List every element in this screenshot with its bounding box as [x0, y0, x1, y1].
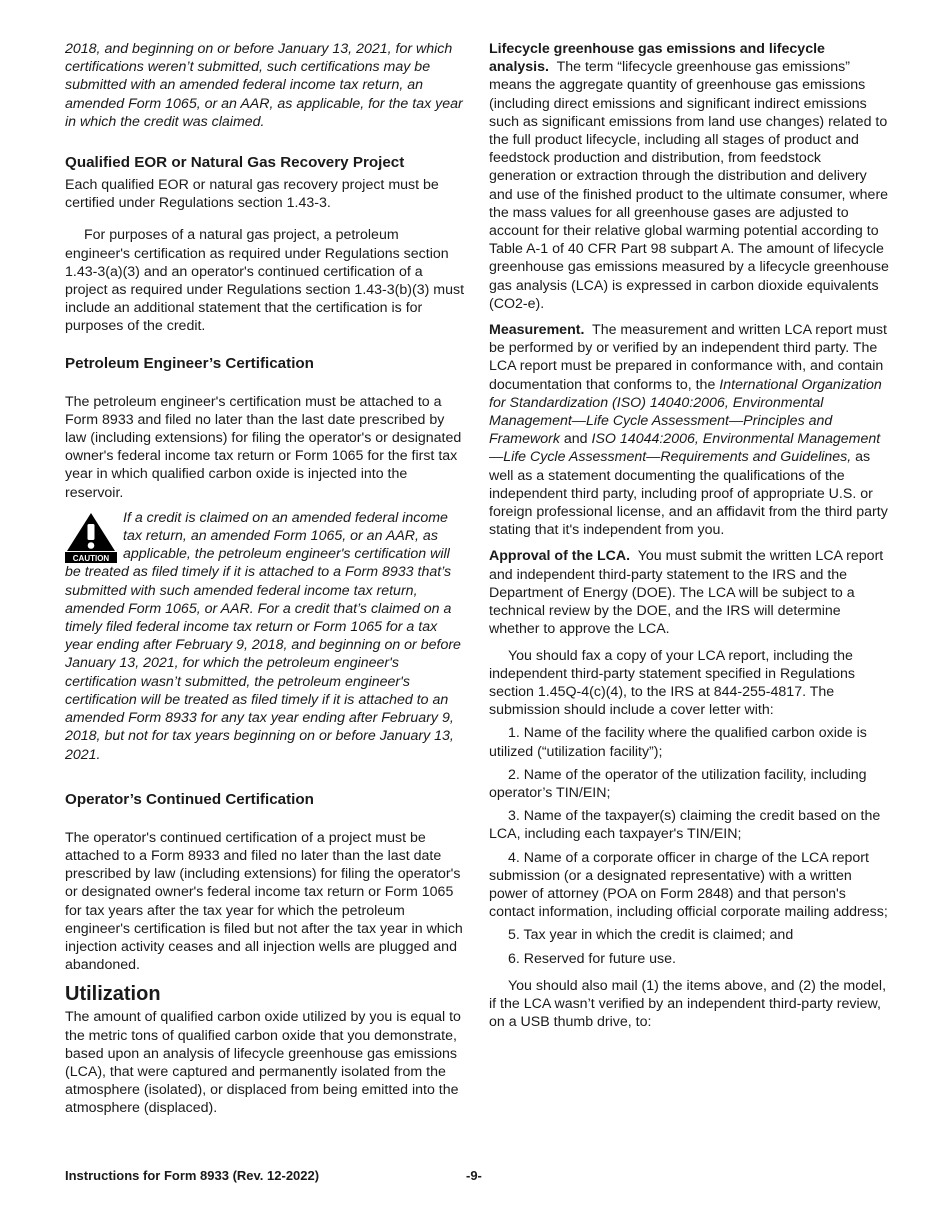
intro-paragraph: 2018, and beginning on or before January 13, 2021, for which certifications weren’t submitted, such certifications may be submitted with an amended federal income tax return, an amended Form 1065, or an AAR, as applicable, for the tax year in which the credit was claimed. — [65, 41, 463, 130]
pe-paragraph: The petroleum engineer's certification must be attached to a Form 8933 and filed no later than the last date prescribed by law (including extensions) for filing the operator's or designated owner's federal income tax return or Form 1065 for the first tax year in which qualified carbon oxide is injected into the reservoir. — [65, 393, 462, 501]
lca-definition-paragraph — [489, 40, 889, 313]
footer-form-title: Instructions for Form 8933 (Rev. 12-2022) — [65, 1168, 320, 1183]
list-item: 1. Name of the facility where the qualified carbon oxide is utilized (“utilization facility”); — [489, 725, 867, 760]
list-item: 3. Name of the taxpayer(s) claiming the credit based on the LCA, including each taxpayer's TIN/EIN; — [489, 808, 881, 843]
measurement-paragraph — [489, 321, 889, 539]
caution-icon — [65, 511, 117, 563]
utilization-paragraph: The amount of qualified carbon oxide utilized by you is equal to the metric tons of qualified carbon oxide that you demonstrate, based upon an analysis of lifecycle greenhouse gas emissions (LCA), that were captured and permanently isolated from the atmosphere (isolated), or displaced from being emitted into the atmosphere (displaced). — [65, 1009, 461, 1117]
mail-paragraph: You should also mail (1) the items above, and (2) the model, if the LCA wasn’t verified by an independent third-party review, on a USB thumb drive, to: — [489, 977, 887, 1031]
list-item: 6. Reserved for future use. — [508, 950, 676, 967]
lca-runin-heading: Lifecycle greenhouse gas emissions and lifecycle analysis. — [489, 41, 825, 76]
caution-text: If a credit is claimed on an amended federal income tax return, an amended Form 1065, or an AAR, as applicable, the petroleum engineer's certification will be treated as filed timely if it is attached to a Form 8933 that’s submitted with such amended federal income tax return, amended Form 1065, or AAR. For a credit that’s claimed on a timely filed federal income tax return or Form 1065 for a tax year ending after February 9, 2018, and beginning on or before January 13, 2021, for which the petroleum engineer's certification wasn’t submitted, the petroleum engineer's certification will be treated as filed timely if it is attached to an amended Form 8933 for any tax year ending after February 9, 2018, but not for tax years beginning on or before January 13, 2021. — [65, 509, 461, 763]
iso-14040-reference: International Organization for Standardization (ISO) 14040:2006, Environmental Management—Life Cycle Assessment—Principles and Framework — [489, 376, 882, 448]
right-column — [489, 40, 889, 1031]
utilization-heading: Utilization — [65, 983, 161, 1006]
oc-paragraph: The operator's continued certification of a project must be attached to a Form 8933 and filed no later than the last date prescribed by law (including extensions) for filing the operator's or designated owner's federal income tax return or Form 1065 for tax years after the tax year for which the petroleum engineer's certification is filed but not after the tax year in which injection activity ceases and all injection wells are plugged and abandoned. — [65, 829, 463, 974]
cover-letter-list — [489, 724, 889, 967]
left-column — [65, 40, 465, 1118]
eor-paragraph-2: For purposes of a natural gas project, a petroleum engineer's certification as required under Regulations section 1.43-3(a)(3) and an operator's continued certification of a project as required under Regulations section 1.43-3(b)(3) must include an additional statement that the certification is for purposes of the credit. — [65, 227, 465, 335]
page-number: -9- — [466, 1168, 482, 1183]
eor-heading: Qualified EOR or Natural Gas Recovery Project — [65, 154, 405, 172]
list-item: 4. Name of a corporate officer in charge of the LCA report submission (or a designated representative) with a written power of attorney (POA on Form 2848) and that person's contact information, including official corporate mailing address; — [489, 849, 888, 921]
lca-definition-text: The term “lifecycle greenhouse gas emissions” means the aggregate quantity of greenhouse gas emissions (including direct emissions and significant indirect emissions such as significant emissions from land use changes) related to the full product lifecycle, including all stages of product and feedstock production and distribution, from feedstock generation or extraction through the distribution and delivery and use of the finished product to the ultimate consumer, where the mass values for all greenhouse gases are adjusted to account for their relative global warming potential according to Table A-1 of 40 CFR Part 98 subpart A. The amount of lifecycle greenhouse gas emissions measured by a lifecycle greenhouse gas analysis (LCA) is expressed in carbon dioxide equivalents (CO2-e). — [489, 59, 889, 312]
caution-block — [65, 509, 465, 764]
pe-heading: Petroleum Engineer’s Certification — [65, 354, 314, 372]
iso-14044-reference: ISO 14044:2006, Environmental Management—Life Cycle Assessment—Requirements and Guidelines, — [489, 431, 881, 466]
measurement-and: and — [563, 431, 588, 448]
measurement-runin-heading: Measurement. — [489, 322, 585, 339]
list-item: 5. Tax year in which the credit is claimed; and — [508, 927, 794, 944]
approval-text: You must submit the written LCA report and independent third-party statement to the IRS and the Department of Energy (DOE). The LCA will be subject to a technical review by the DOE, and the IRS will determine whether to approve the LCA. — [489, 548, 884, 638]
caution-label: CAUTION — [72, 553, 110, 563]
measurement-text-1: The measurement and written LCA report must be performed by or verified by an independent third party. The LCA report must be prepared in conformance with, and contain documentation that conforms to, the — [489, 322, 887, 393]
fax-paragraph: You should fax a copy of your LCA report, including the independent third-party statement specified in Regulations section 1.45Q-4(c)(4), to the IRS at 844-255-4817. The submission should include a cover letter with: — [489, 647, 855, 719]
oc-heading: Operator’s Continued Certification — [65, 790, 314, 808]
approval-paragraph — [489, 547, 889, 638]
eor-paragraph-1: Each qualified EOR or natural gas recovery project must be certified under Regulations section 1.43-3. — [65, 177, 439, 212]
measurement-text-2: as well as a statement documenting the qualifications of the independent third party, including proof of appropriate U.S. or foreign professional license, and an affidavit from the third party stating that it's independent from you. — [489, 449, 888, 539]
list-item: 2. Name of the operator of the utilization facility, including operator’s TIN/EIN; — [489, 766, 867, 801]
approval-runin-heading: Approval of the LCA. — [489, 548, 631, 565]
